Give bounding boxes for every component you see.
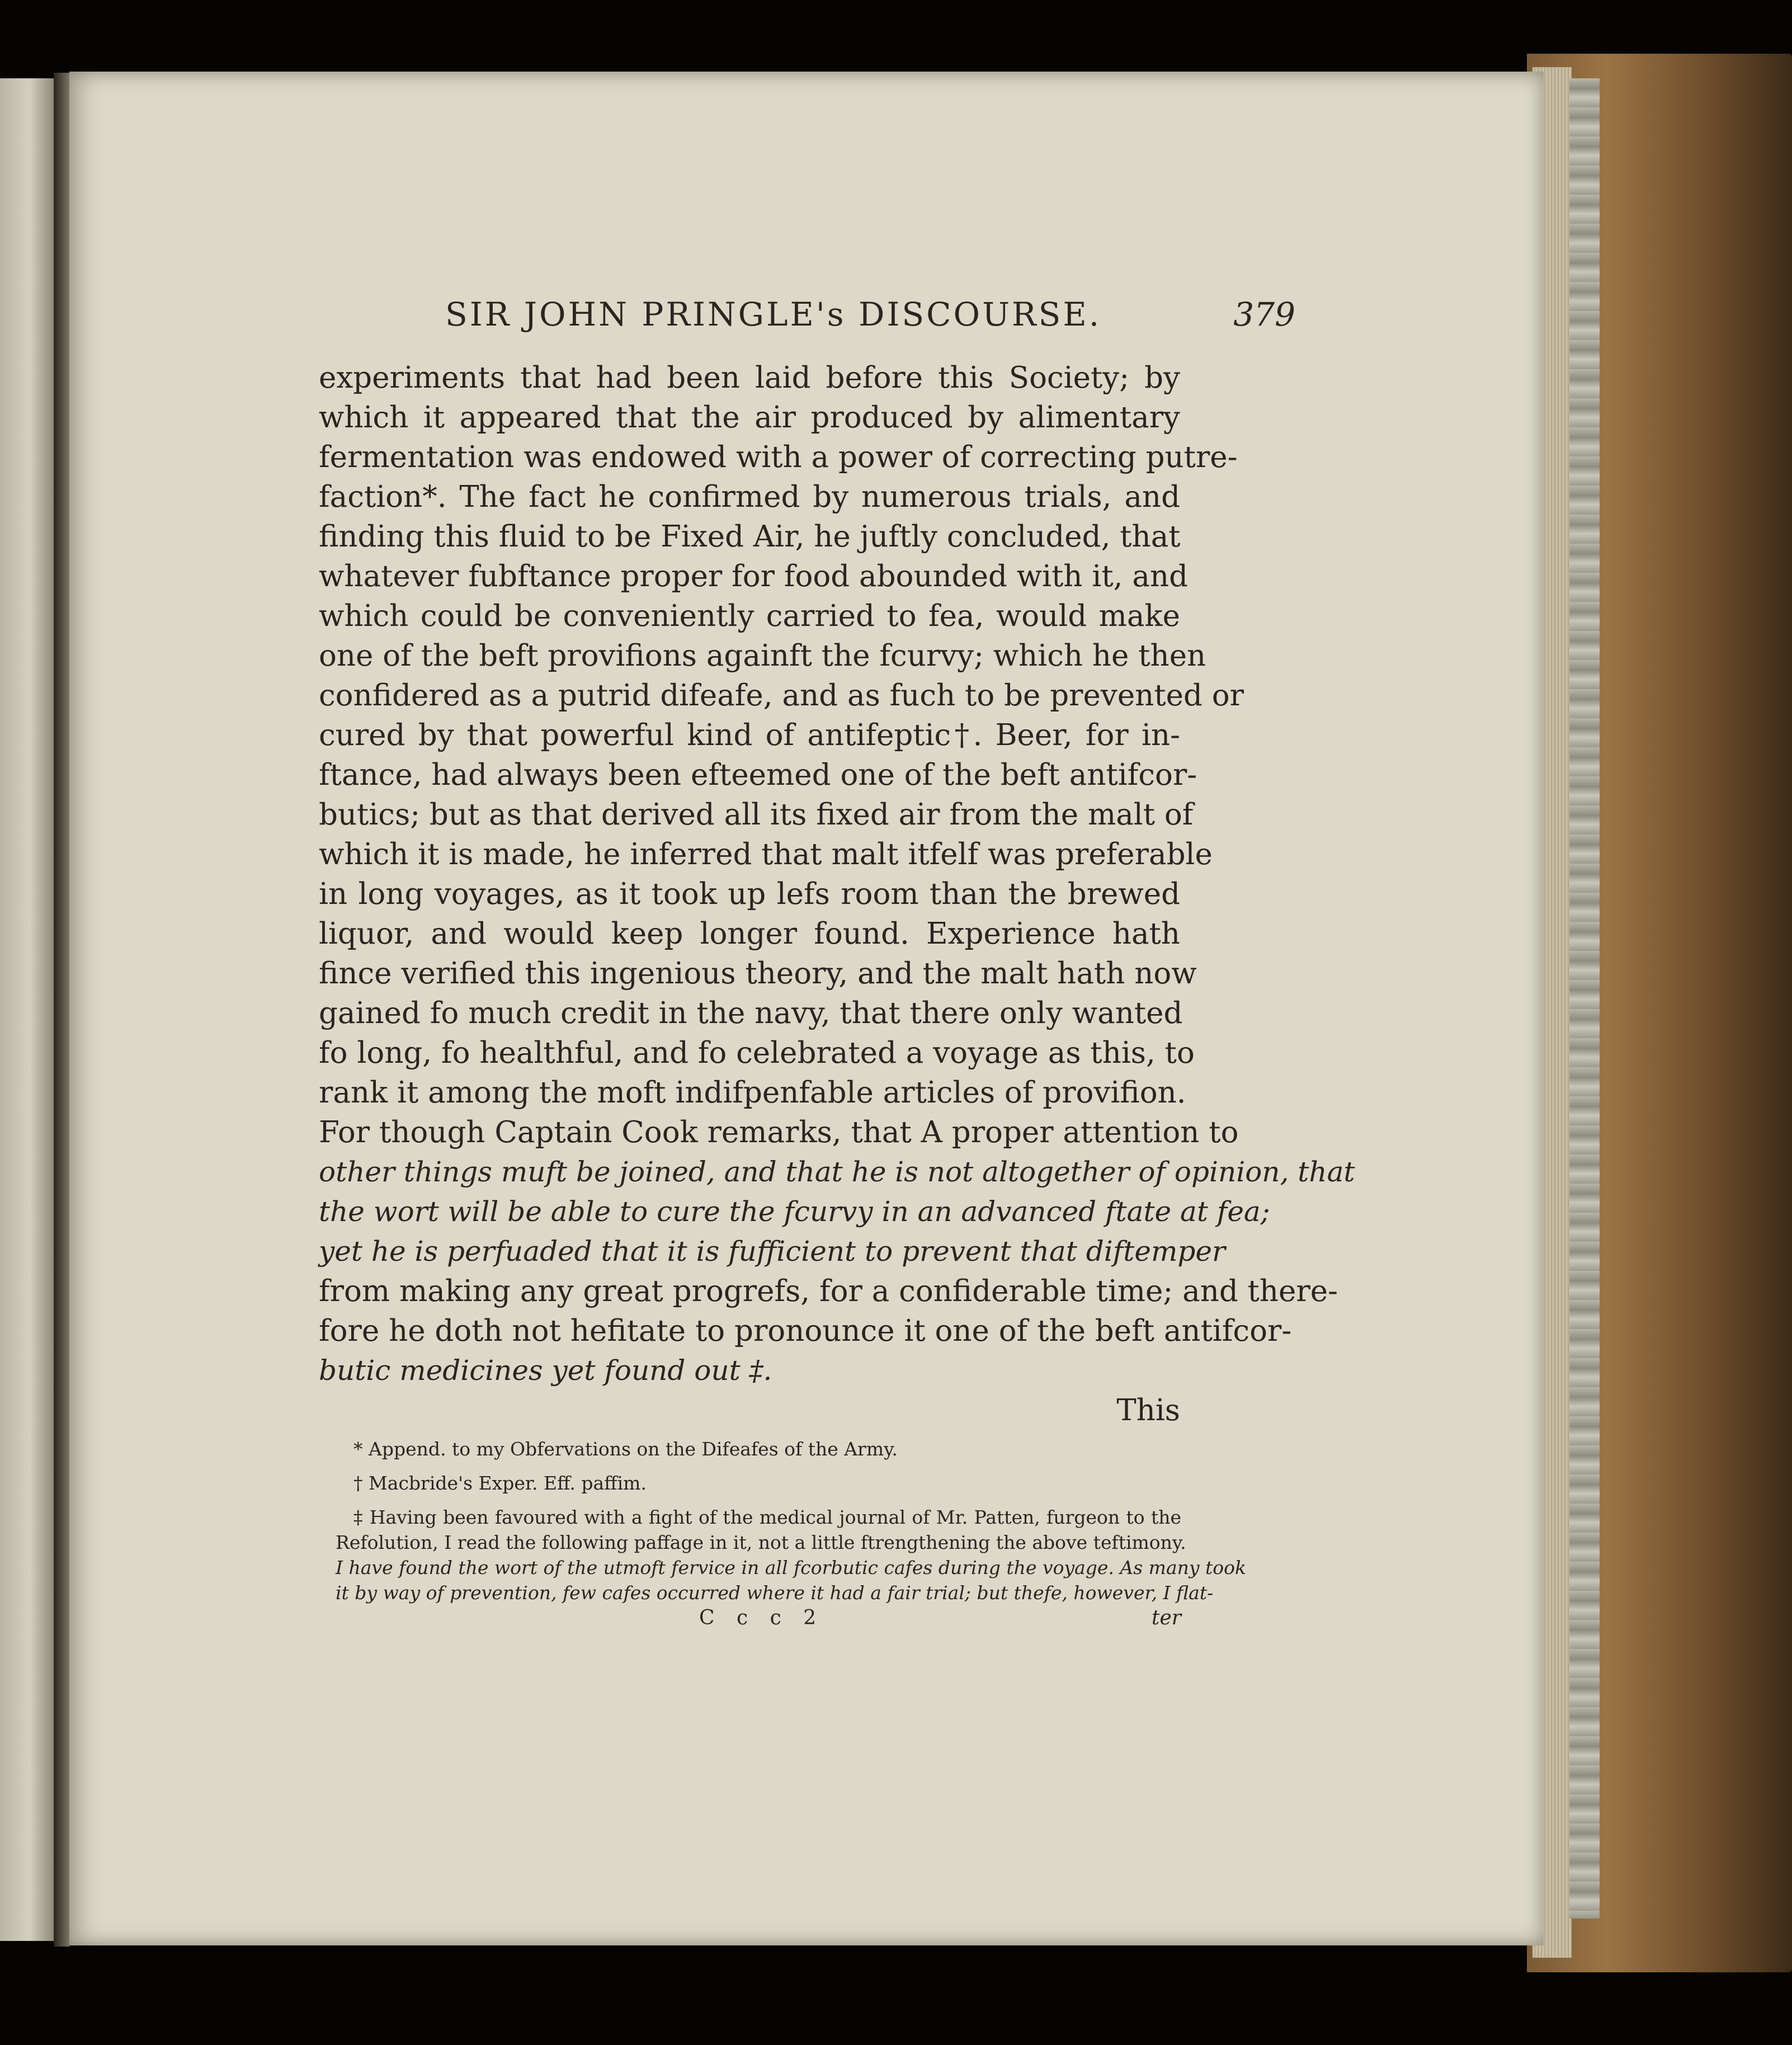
body-line: liquor, and would keep longer found. Experience hath: [319, 917, 1180, 951]
body-line: one of the beft provifions againft the fcurvy; which he then: [319, 639, 1206, 673]
catchword: This: [1116, 1393, 1180, 1427]
body-line-italic: butic medicines yet found out ‡.: [319, 1354, 772, 1387]
footnote-catchword: ter: [1152, 1606, 1181, 1629]
left-page-edge: [0, 78, 56, 1941]
marbled-endpaper-edge: [1569, 78, 1600, 1919]
footnote-2: † Macbride's Exper. Eff. paffim.: [353, 1472, 647, 1494]
body-line: whatever fubftance proper for food abounded with it, and: [319, 559, 1189, 593]
signature-line: [336, 1605, 1181, 1631]
body-line: faction*. The fact he confirmed by numerous trials, and: [319, 480, 1180, 514]
body-line-italic: other things muft be joined, and that he is not altogether of opinion, that: [319, 1156, 1355, 1188]
gutter-shadow: [54, 73, 69, 1947]
page-number: 379: [1233, 295, 1295, 333]
body-line: experiments that had been laid before this Society; by: [319, 361, 1180, 395]
footnote-3-line: I have found the wort of the utmoft fervice in all fcorbutic cafes during the voyage. As many took: [336, 1557, 1247, 1578]
body-line: confidered as a putrid difeafe, and as fuch to be prevented or: [319, 678, 1244, 713]
page-header: [378, 291, 1295, 341]
body-line: which it is made, he inferred that malt itfelf was preferable: [319, 837, 1213, 871]
footnotes: [336, 1436, 1247, 1631]
body-line: fore he doth not hefitate to pronounce it one of the beft antifcor-: [319, 1314, 1292, 1348]
running-title: SIR JOHN PRINGLE's DISCOURSE.: [445, 295, 1102, 333]
body-line: which could be conveniently carried to fea, would make: [319, 599, 1180, 633]
body-line: gained fo much credit in the navy, that there only wanted: [319, 996, 1183, 1030]
body-line: from making any great progrefs, for a confiderable time; and there-: [319, 1274, 1338, 1308]
body-line: fermentation was endowed with a power of correcting putre-: [319, 440, 1238, 474]
body-line: cured by that powerful kind of antifeptic†. Beer, for in-: [319, 718, 1180, 752]
body-line: rank it among the moft indifpenfable articles of provifion.: [319, 1076, 1186, 1110]
body-line: in long voyages, as it took up lefs room than the brewed: [319, 877, 1180, 911]
footnote-1: * Append. to my Obfervations on the Difeafes of the Army.: [353, 1438, 898, 1460]
footnote-3-line: it by way of prevention, few cafes occurred where it had a fair trial; but thefe, however, I flat-: [336, 1582, 1214, 1604]
footnote-3-line: Refolution, I read the following paffage in it, not a little ftrengthening the above teftimony.: [336, 1532, 1186, 1553]
body-line: which it appeared that the air produced by alimentary: [319, 400, 1180, 435]
body-text: [319, 358, 1355, 1430]
body-line-italic: the wort will be able to cure the fcurvy in an advanced ftate at fea;: [319, 1195, 1270, 1228]
signature-mark: C c c 2: [699, 1606, 824, 1629]
body-line: For though Captain Cook remarks, that A proper attention to: [319, 1115, 1239, 1149]
body-line: butics; but as that derived all its fixed air from the malt of: [319, 798, 1194, 832]
body-line: ftance, had always been efteemed one of the beft antifcor-: [319, 758, 1197, 792]
body-line-italic: yet he is perfuaded that it is fufficient to prevent that diftemper: [319, 1235, 1225, 1267]
footnote-3-line: ‡ Having been favoured with a fight of the medical journal of Mr. Patten, furgeon to the: [353, 1506, 1181, 1528]
body-line: fo long, fo healthful, and fo celebrated a voyage as this, to: [319, 1036, 1195, 1070]
body-line: finding this fluid to be Fixed Air, he juftly concluded, that: [319, 520, 1181, 554]
body-line: fince verified this ingenious theory, and the malt hath now: [319, 956, 1197, 991]
